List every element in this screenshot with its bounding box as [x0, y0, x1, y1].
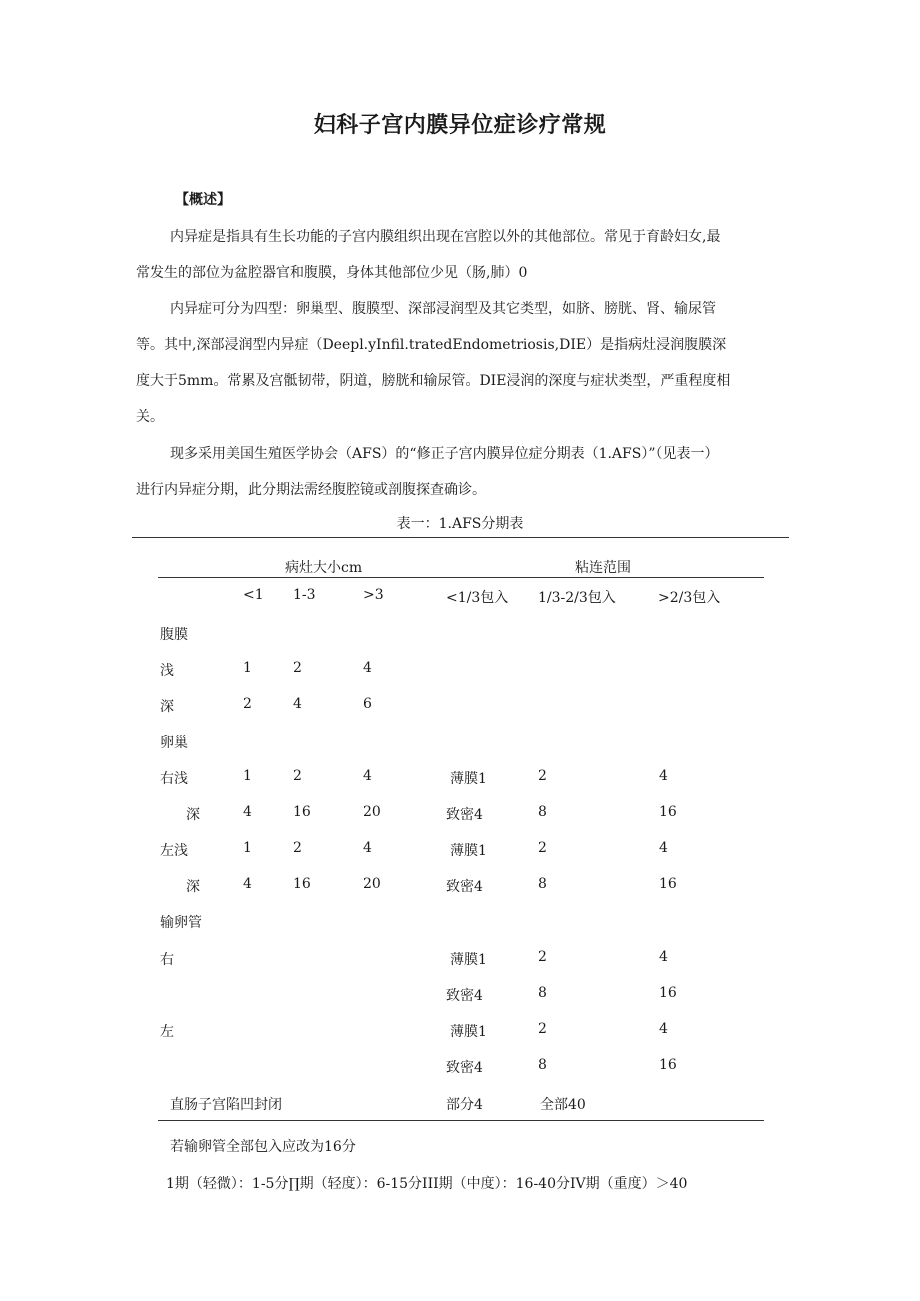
table-cell: 2 — [538, 840, 547, 856]
table-cell: 4 — [363, 840, 372, 856]
table-cell: 4 — [363, 660, 372, 676]
paragraph-3-line-2: 进行内异症分期，此分期法需经腹腔镜或剖腹探查确诊。 — [136, 482, 486, 498]
row-label: 直肠子宫陷凹封闭 — [170, 1097, 282, 1113]
table-bottom-rule — [158, 1120, 764, 1121]
table-cell: 8 — [538, 876, 547, 892]
table-cell: 16 — [659, 804, 677, 820]
table-cell: 2 — [538, 768, 547, 784]
table-cell: 4 — [243, 876, 252, 892]
table-caption: 表一：1.AFS分期表 — [396, 516, 524, 532]
table-cell: 2 — [538, 949, 547, 965]
table-cell: 4 — [659, 768, 668, 784]
table-cell: 4 — [293, 696, 302, 712]
table-cell: 2 — [243, 696, 252, 712]
table-cell: 全部40 — [540, 1097, 586, 1113]
table-cell: 致密4 — [446, 988, 483, 1004]
row-label: 浅 — [160, 663, 174, 679]
row-label: 右浅 — [160, 771, 188, 787]
subheader-1-3: 1-3 — [293, 587, 316, 603]
table-cell: 4 — [659, 1021, 668, 1037]
table-note-fallopian: 若输卵管全部包入应改为16分 — [170, 1139, 356, 1155]
table-cell: 16 — [659, 876, 677, 892]
row-label: 卵巢 — [160, 735, 188, 751]
row-label: 左 — [160, 1024, 174, 1040]
subheader-one-to-two-thirds: 1/3-2/3包入 — [538, 590, 616, 606]
table-cell: 2 — [293, 840, 302, 856]
table-cell: 16 — [659, 985, 677, 1001]
table-cell: 16 — [293, 876, 311, 892]
row-label: 输卵管 — [160, 915, 202, 931]
section-heading: 【概述】 — [175, 192, 231, 208]
table-cell: 1 — [243, 840, 252, 856]
table-cell: 16 — [659, 1057, 677, 1073]
table-cell: 4 — [363, 768, 372, 784]
paragraph-1-line-2: 常发生的部位为盆腔器官和腹膜，身体其他部位少见（肠,肺）0 — [136, 265, 528, 281]
table-cell: 薄膜1 — [450, 843, 487, 859]
document-title: 妇科子宫内膜异位症诊疗常规 — [313, 113, 607, 138]
paragraph-3-line-1: 现多采用美国生殖医学协会（AFS）的“修正子宫内膜异位症分期表（1.AFS）”（见表一） — [170, 446, 719, 462]
table-cell: 致密4 — [446, 807, 483, 823]
table-cell: 16 — [293, 804, 311, 820]
header-lesion-size: 病灶大小cm — [285, 560, 363, 576]
table-top-rule — [132, 537, 789, 538]
paragraph-2-line-1: 内异症可分为四型：卵巢型、腹膜型、深部浸润型及其它类型，如脐、膀胱、肾、输尿管 — [170, 301, 716, 317]
header-adhesion-range: 粘连范围 — [575, 560, 631, 576]
table-cell: 致密4 — [446, 879, 483, 895]
table-cell: 薄膜1 — [450, 952, 487, 968]
row-label: 腹膜 — [160, 627, 188, 643]
subheader-gt-3: >3 — [363, 587, 384, 603]
subheader-lt-1: <1 — [243, 587, 264, 603]
table-header-rule — [158, 577, 764, 578]
table-cell: 4 — [659, 840, 668, 856]
table-cell: 2 — [293, 660, 302, 676]
staging-summary: 1期（轻微）：1-5分∏期（轻度）：6-15分III期（中度）：16-40分IV期（重度）＞40 — [166, 1176, 688, 1192]
paragraph-1-line-1: 内异症是指具有生长功能的子宫内膜组织出现在宫腔以外的其他部位。常见于育龄妇女,最 — [170, 229, 721, 245]
row-label: 深 — [160, 699, 174, 715]
table-cell: 8 — [538, 1057, 547, 1073]
table-cell: 8 — [538, 804, 547, 820]
table-cell: 部分4 — [446, 1097, 483, 1113]
subheader-lt-one-third: <1/3包入 — [446, 590, 509, 606]
table-cell: 4 — [243, 804, 252, 820]
paragraph-2-line-3: 度大于5mm。常累及宫骶韧带，阴道，膀胱和输尿管。DIE浸润的深度与症状类型，严重程度相 — [136, 373, 731, 389]
table-cell: 薄膜1 — [450, 771, 487, 787]
table-cell: 致密4 — [446, 1060, 483, 1076]
table-cell: 20 — [363, 876, 381, 892]
table-cell: 1 — [243, 660, 252, 676]
table-cell: 6 — [363, 696, 372, 712]
table-cell: 4 — [659, 949, 668, 965]
table-cell: 1 — [243, 768, 252, 784]
row-label: 深 — [186, 879, 200, 895]
table-cell: 2 — [538, 1021, 547, 1037]
row-label: 右 — [160, 952, 174, 968]
paragraph-2-line-4: 关。 — [136, 409, 164, 425]
table-cell: 薄膜1 — [450, 1024, 487, 1040]
row-label: 深 — [186, 807, 200, 823]
paragraph-2-line-2: 等。其中,深部浸润型内异症（Deepl.yInfil.tratedEndometriosis,DIE）是指病灶浸润腹膜深 — [136, 337, 727, 353]
table-cell: 20 — [363, 804, 381, 820]
table-cell: 8 — [538, 985, 547, 1001]
table-cell: 2 — [293, 768, 302, 784]
subheader-gt-two-thirds: >2/3包入 — [658, 590, 721, 606]
row-label: 左浅 — [160, 843, 188, 859]
